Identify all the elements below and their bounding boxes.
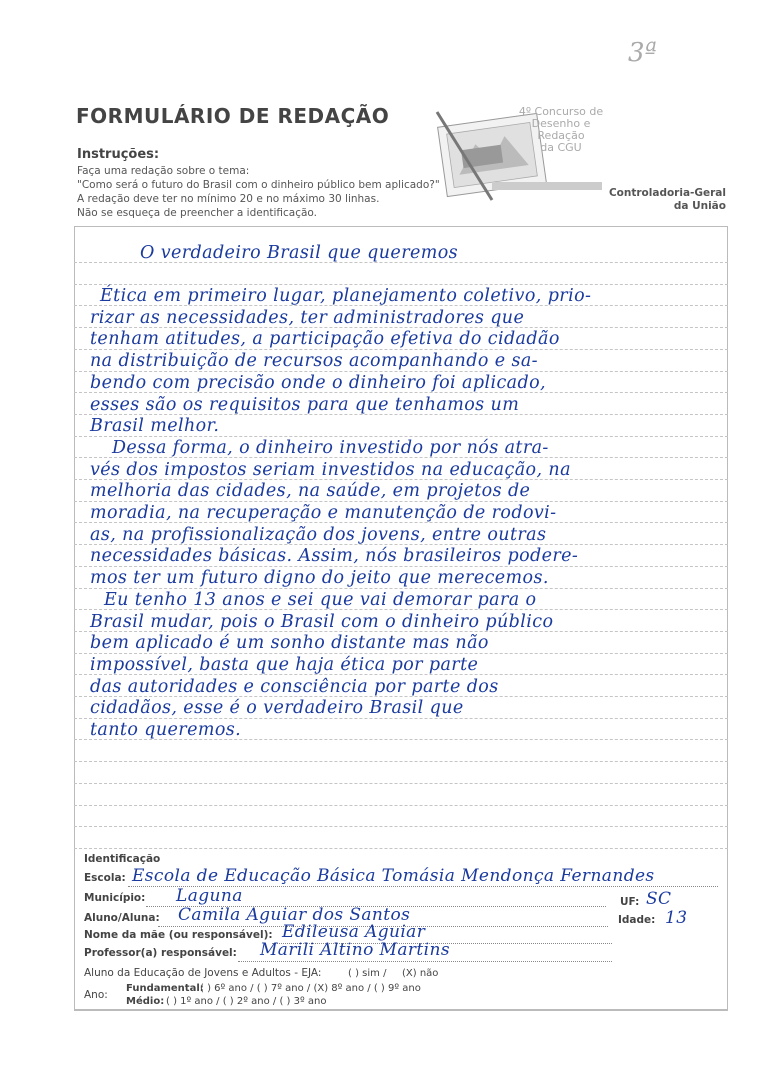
contest-logo [432, 100, 608, 210]
city-value: Laguna [176, 886, 243, 906]
age-label: Idade: [618, 914, 656, 926]
essay-line: rizar as necessidades, ter administradores que [90, 307, 525, 328]
city-label: Município: [84, 892, 146, 904]
essay-line: esses são os requisitos para que tenhamos um [90, 394, 520, 415]
essay-line: bendo com precisão onde o dinheiro foi aplicado, [90, 372, 546, 393]
essay-line: Ética em primeiro lugar, planejamento coletivo, prio- [100, 286, 592, 306]
essay-line: tenham atitudes, a participação efetiva do cidadão [90, 329, 560, 350]
eja-option-yes[interactable]: ( ) sim / [348, 968, 387, 979]
essay-line: bem aplicado é um sonho distante mas não [90, 633, 489, 654]
instruction-line: "Como será o futuro do Brasil com o dinheiro público bem aplicado?" [77, 179, 440, 191]
instruction-line: A redação deve ter no mínimo 20 e no máximo 30 linhas. [77, 193, 380, 205]
essay-line: vés dos impostos seriam investidos na educação, na [90, 459, 571, 480]
fundamental-options[interactable]: ( ) 6º ano / ( ) 7º ano / (X) 8º ano / ( ) 9º ano [200, 983, 421, 994]
age-value: 13 [665, 908, 688, 928]
mother-value: Edileusa Aguiar [282, 922, 426, 942]
essay-line: Eu tenho 13 anos e sei que vai demorar para o [104, 589, 537, 610]
ruled-line [74, 826, 728, 827]
essay-line: tanto queremos. [90, 720, 242, 740]
ruled-line [74, 848, 728, 849]
essay-line: das autoridades e consciência por parte dos [90, 676, 499, 697]
teacher-value: Marili Altino Martins [260, 940, 450, 960]
essay-line: Brasil melhor. [90, 416, 220, 437]
medio-label: Médio: [126, 996, 165, 1007]
logo-text-line: da CGU [540, 141, 582, 154]
essay-line: Brasil mudar, pois o Brasil com o dinheiro público [90, 611, 554, 632]
fundamental-label: Fundamental: [126, 983, 204, 994]
identification-heading: Identificação [84, 853, 161, 865]
uf-value: SC [646, 889, 672, 909]
essay-line: necessidades básicas. Assim, nós brasileiros podere- [90, 546, 579, 567]
essay-line: mos ter um futuro digno do jeito que merecemos. [90, 568, 549, 589]
essay-line: na distribuição de recursos acompanhando e sa- [90, 351, 538, 372]
essay-line: moradia, na recuperação e manutenção de rodovi- [90, 503, 557, 523]
instructions-title: Instruções: [77, 147, 160, 162]
logo-text-line: Desenho e Redação [531, 117, 591, 142]
ruled-line [74, 805, 728, 806]
uf-label: UF: [620, 896, 640, 908]
school-label: Escola: [84, 872, 126, 884]
eja-option-no[interactable]: (X) não [402, 968, 439, 979]
mother-label: Nome da mãe (ou responsável): [84, 929, 273, 941]
eja-label: Aluno da Educação de Jovens e Adultos - EJA: [84, 967, 322, 979]
teacher-field-line [238, 961, 612, 962]
medio-options[interactable]: ( ) 1º ano / ( ) 2º ano / ( ) 3º ano [166, 996, 327, 1007]
organization-name [608, 187, 726, 213]
ruled-line [74, 761, 728, 762]
organization-name-line: Controladoria-Geral [608, 187, 726, 199]
school-value: Escola de Educação Básica Tomásia Mendonça Fernandes [132, 866, 655, 886]
ruled-line [74, 284, 728, 285]
teacher-label: Professor(a) responsável: [84, 947, 237, 959]
instruction-line: Não se esqueça de preencher a identificação. [77, 207, 318, 219]
essay-line: cidadãos, esse é o verdadeiro Brasil que [90, 698, 464, 719]
essay-line: impossível, basta que haja ética por parte [90, 654, 479, 675]
student-label: Aluno/Aluna: [84, 912, 160, 924]
instruction-line: Faça uma redação sobre o tema: [77, 165, 250, 177]
essay-line: melhoria das cidades, na saúde, em projetos de [90, 481, 531, 502]
student-value: Camila Aguiar dos Santos [178, 905, 411, 925]
essay-title: O verdadeiro Brasil que queremos [140, 243, 459, 263]
form-title: FORMULÁRIO DE REDAÇÃO [76, 104, 390, 128]
page-number: 3ª [628, 38, 657, 68]
essay-line: Dessa forma, o dinheiro investido por nós atra- [112, 437, 549, 458]
logo-text-line: 4º Concurso de [518, 105, 604, 118]
form-bottom-border [74, 1010, 728, 1011]
year-label: Ano: [84, 989, 108, 1001]
organization-name-line: da União [673, 200, 726, 212]
ruled-line [74, 783, 728, 784]
essay-line: as, na profissionalização dos jovens, entre outras [90, 524, 547, 545]
